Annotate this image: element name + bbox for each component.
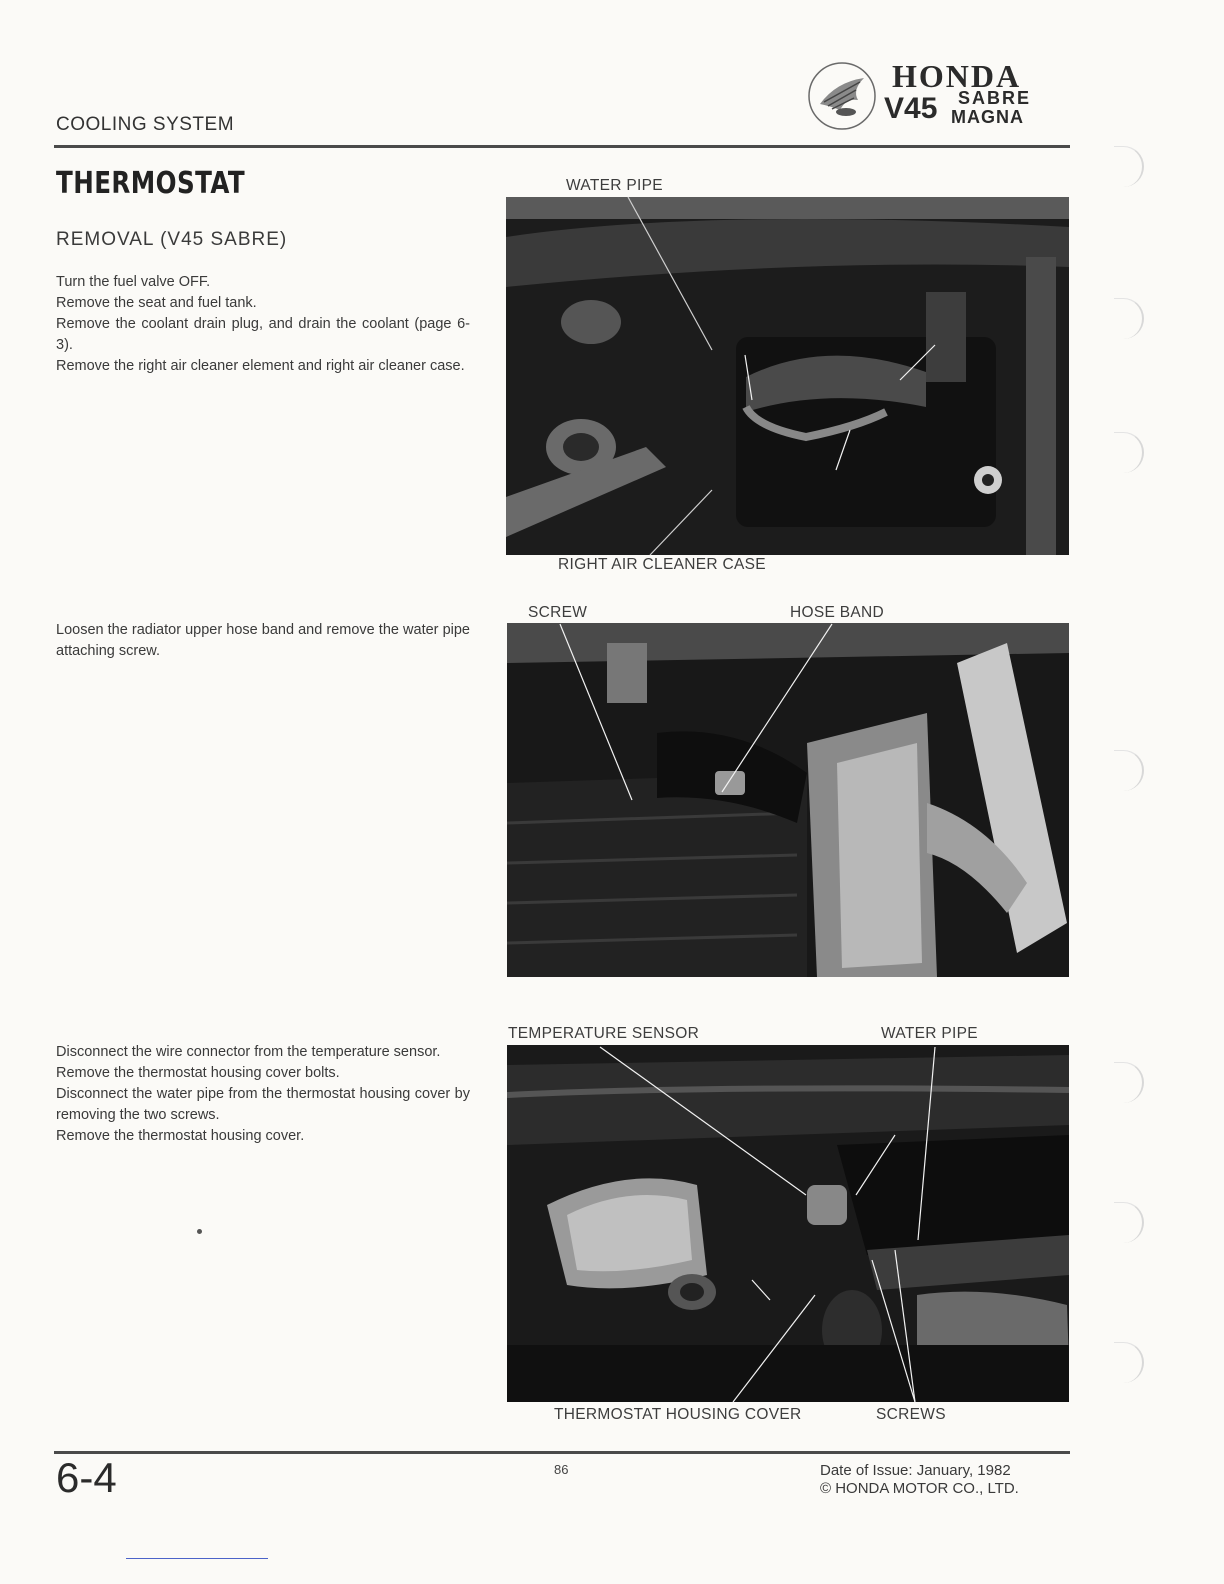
- honda-logo: [806, 58, 1076, 132]
- issue-date: Date of Issue: January, 1982: [820, 1462, 1011, 1479]
- section-label: COOLING SYSTEM: [56, 114, 235, 135]
- callout-screws: SCREWS: [876, 1406, 946, 1423]
- stray-dot: [197, 1229, 202, 1234]
- binder-hole-mark: [1114, 432, 1144, 473]
- binder-hole-mark: [1114, 146, 1144, 187]
- wing-emblem-icon: [806, 60, 878, 132]
- step-text: Remove the thermostat housing cover bolts.: [56, 1065, 340, 1081]
- logo-variant-magna: MAGNA: [951, 107, 1024, 127]
- steps-block-1: [56, 272, 470, 377]
- footer-rule: [54, 1451, 1070, 1454]
- step-text: Disconnect the water pipe from the thermostat housing cover by removing the two screws.: [56, 1086, 470, 1123]
- step-text: Remove the coolant drain plug, and drain the coolant (page 6-3).: [56, 316, 470, 353]
- step-text: Remove the right air cleaner element and right air cleaner case.: [56, 358, 465, 374]
- binder-hole-mark: [1114, 298, 1144, 339]
- binder-hole-mark: [1114, 1202, 1144, 1243]
- photo-screw-hose-band: [507, 623, 1069, 977]
- page-number: 6-4: [56, 1454, 117, 1501]
- callout-screw: SCREW: [528, 604, 588, 621]
- photo-thermostat-housing: [507, 1045, 1069, 1402]
- callout-temperature-sensor: TEMPERATURE SENSOR: [508, 1025, 700, 1042]
- step-text: Disconnect the wire connector from the temperature sensor.: [56, 1044, 441, 1060]
- step-text: Remove the seat and fuel tank.: [56, 295, 257, 311]
- step-text: Turn the fuel valve OFF.: [56, 274, 211, 290]
- callout-water-pipe: WATER PIPE: [566, 177, 663, 194]
- callout-hose-band: HOSE BAND: [790, 604, 884, 621]
- underline-mark: [126, 1558, 268, 1559]
- binder-hole-mark: [1114, 1062, 1144, 1103]
- steps-block-3: [56, 1042, 470, 1147]
- callout-right-air-cleaner-case: RIGHT AIR CLEANER CASE: [558, 556, 766, 573]
- binder-hole-mark: [1114, 1342, 1144, 1383]
- binder-hole-mark: [1114, 750, 1144, 791]
- step-text: Remove the thermostat housing cover.: [56, 1128, 305, 1144]
- steps-block-2: [56, 620, 470, 662]
- issue-info: [820, 1462, 1019, 1498]
- callout-water-pipe-2: WATER PIPE: [881, 1025, 978, 1042]
- procedure-subtitle: REMOVAL (V45 SABRE): [56, 229, 288, 250]
- header-rule: [54, 145, 1070, 148]
- sheet-number: 86: [554, 1462, 569, 1477]
- logo-variant-sabre: SABRE: [958, 88, 1032, 108]
- logo-brand: HONDA: [892, 58, 1022, 94]
- page-title: THERMOSTAT: [56, 166, 246, 201]
- photo-water-pipe-air-cleaner: [506, 197, 1069, 555]
- logo-model: V45: [884, 92, 938, 125]
- callout-thermostat-housing-cover: THERMOSTAT HOUSING COVER: [554, 1406, 802, 1423]
- step-text: Loosen the radiator upper hose band and remove the water pipe attaching screw.: [56, 622, 470, 659]
- copyright: © HONDA MOTOR CO., LTD.: [820, 1480, 1019, 1497]
